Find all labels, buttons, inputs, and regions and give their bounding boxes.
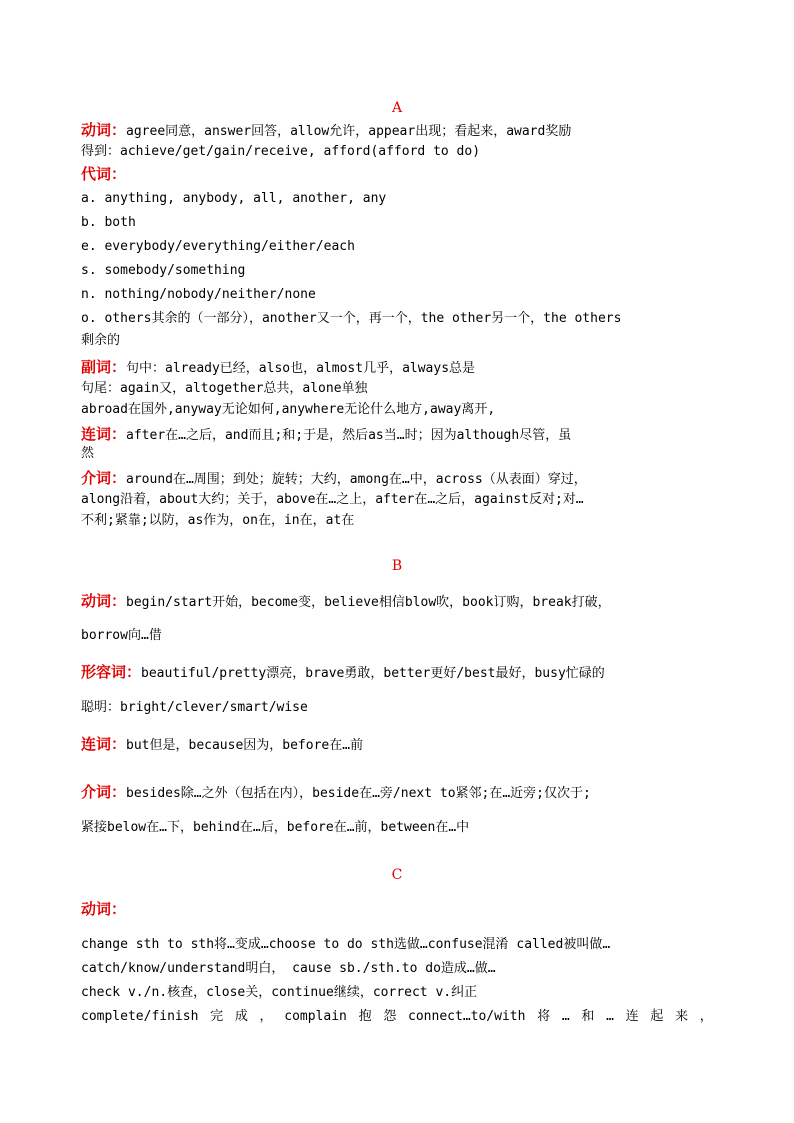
verb-label: 动词： <box>81 900 127 918</box>
conj-line-a2: 然 <box>81 446 95 461</box>
section-heading-c: C <box>391 867 403 883</box>
justified-word: 怨 <box>383 1009 397 1024</box>
verb-line-a1 <box>81 122 721 140</box>
justified-word: 起 <box>650 1009 664 1024</box>
justified-word: 成 <box>234 1009 248 1024</box>
conj-line-b1 <box>81 736 721 754</box>
pronoun-label: 代词： <box>81 165 127 183</box>
prep-line-a3: 不利;紧靠;以防，as作为，on在，in在，at在 <box>81 513 355 528</box>
justified-word: 来 <box>675 1009 689 1024</box>
conj-line-a1 <box>81 426 721 444</box>
conj-label: 连词： <box>81 735 127 753</box>
prep-line-a1 <box>81 470 721 488</box>
adj-label: 形容词： <box>81 663 142 681</box>
prep-text: around在…周围；到处；旋转；大约，among在…中，across（从表面）穿过， <box>126 472 587 487</box>
justified-word: ， <box>699 1009 713 1024</box>
justified-word: connect…to/with <box>408 1009 526 1024</box>
adverb-line-3: abroad在国外,anyway无论如何,anywhere无论什么地方,away离开, <box>81 402 496 417</box>
justified-word: complete/finish <box>81 1009 199 1024</box>
pronoun-label-line <box>81 166 721 184</box>
prep-line-b2: 紧接below在…下，behind在…后，before在…前，between在…中 <box>81 820 470 835</box>
justified-word: 抱 <box>358 1009 372 1024</box>
verb-line-b1 <box>81 593 721 611</box>
justified-word: 连 <box>625 1009 639 1024</box>
justified-word: ， <box>259 1009 273 1024</box>
adverb-text: 句中：already已经，also也，almost几乎，always总是 <box>126 361 476 376</box>
verb-line-c1: change sth to sth将…变成…choose to do sth选做…confuse混淆 called被叫做… <box>81 937 611 952</box>
section-heading-b: B <box>391 558 403 574</box>
justified-word: complain <box>284 1009 347 1024</box>
verb-line-a2: 得到：achieve/get/gain/receive, afford(afford to do) <box>81 144 481 159</box>
adverb-line-2: 句尾：again又，altogether总共，alone单独 <box>81 381 368 396</box>
verb-line-c4 <box>81 1009 713 1025</box>
pronoun-line: n. nothing/nobody/neither/none <box>81 287 316 302</box>
adj-text: beautiful/pretty漂亮，brave勇敢，better更好/best最好，busy忙碌的 <box>141 666 605 681</box>
adverb-line-1 <box>81 359 721 377</box>
verb-line-c2: catch/know/understand明白， cause sb./sth.to do造成…做… <box>81 961 496 976</box>
justified-word: 将 <box>537 1009 551 1024</box>
pronoun-line: e. everybody/everything/either/each <box>81 239 355 254</box>
prep-line-b1 <box>81 784 721 802</box>
verb-label-line-c <box>81 901 721 919</box>
verb-text: agree同意，answer回答，allow允许，appear出现；看起来，award奖励 <box>126 124 572 139</box>
pronoun-line: a. anything, anybody, all, another, any <box>81 191 387 206</box>
verb-text: begin/start开始，become变，believe相信blow吹，book订购，break打破， <box>126 595 611 610</box>
prep-label: 介词： <box>81 469 127 487</box>
verb-line-c3: check v./n.核查，close关，continue继续，correct v.纠正 <box>81 985 478 1000</box>
pronoun-line: o. others其余的（一部分），another又一个，再一个，the other另一个，the others <box>81 311 622 326</box>
prep-line-a2: along沿着，about大约；关于，above在…之上，after在…之后，against反对;对… <box>81 492 584 507</box>
pronoun-line: s. somebody/something <box>81 263 246 278</box>
pronoun-tail: 剩余的 <box>81 333 121 348</box>
pronoun-line: b. both <box>81 215 136 230</box>
adverb-label: 副词： <box>81 358 127 376</box>
verb-label: 动词： <box>81 121 127 139</box>
justified-word: 和 <box>581 1009 595 1024</box>
justified-word: … <box>606 1009 614 1024</box>
adj-line-1 <box>81 664 721 682</box>
adj-line-2: 聪明：bright/clever/smart/wise <box>81 700 308 715</box>
conj-text: but但是，because因为，before在…前 <box>126 738 364 753</box>
conj-text: after在…之后，and而且;和;于是，然后as当…时；因为although尽管，虽 <box>126 428 572 443</box>
section-heading-a: A <box>391 100 403 116</box>
prep-label: 介词： <box>81 783 127 801</box>
conj-label: 连词： <box>81 425 127 443</box>
prep-text: besides除…之外（包括在内），beside在…旁/next to紧邻;在…近旁;仅次于; <box>126 786 591 801</box>
verb-line-b2: borrow向…借 <box>81 628 162 643</box>
justified-word: … <box>561 1009 570 1024</box>
verb-label: 动词： <box>81 592 127 610</box>
justified-word: 完 <box>210 1009 224 1024</box>
